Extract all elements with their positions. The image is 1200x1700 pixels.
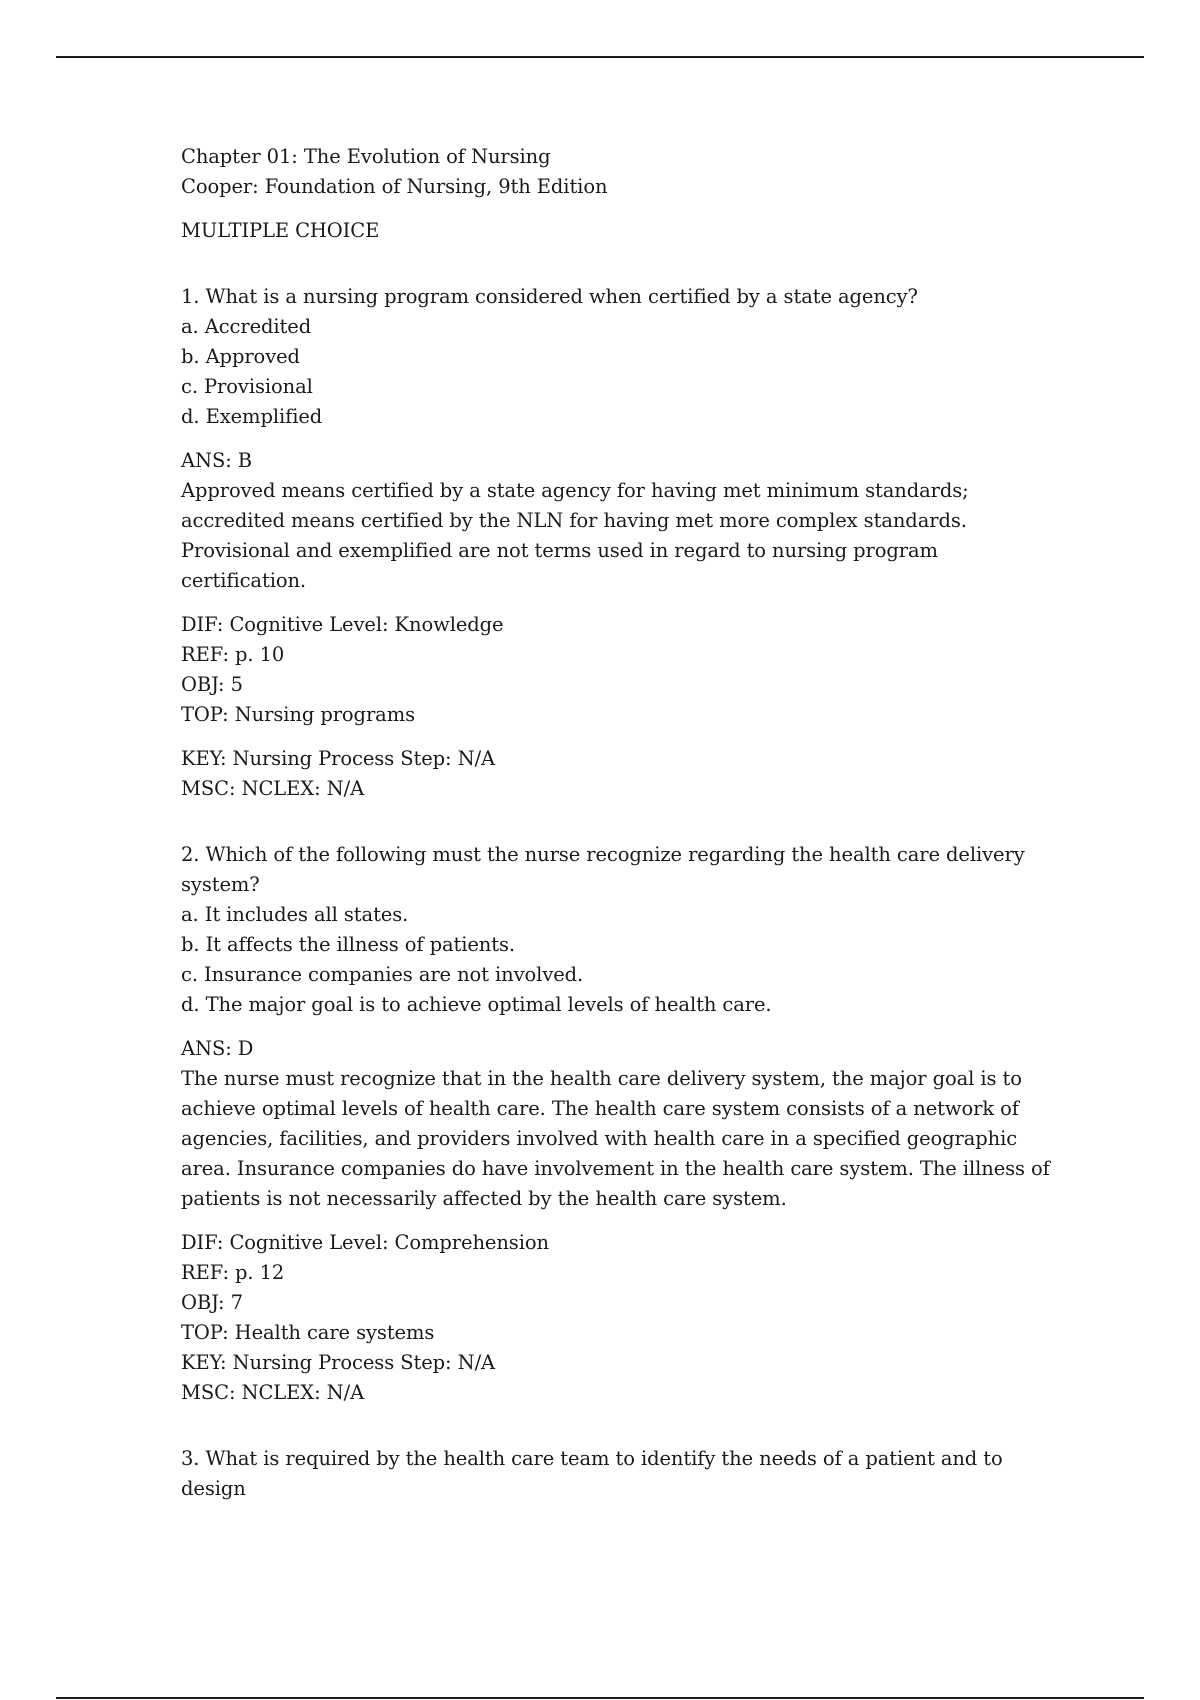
- meta-dif: DIF: Cognitive Level: Knowledge: [181, 613, 504, 636]
- top-rule: [56, 56, 1144, 58]
- answer-key: ANS: D: [181, 1037, 254, 1060]
- question-stem: 1. What is a nursing program considered when certified by a state agency?: [181, 285, 918, 308]
- meta-msc: MSC: NCLEX: N/A: [181, 1381, 365, 1404]
- answer-key: ANS: B: [181, 449, 253, 472]
- option-d: d. The major goal is to achieve optimal levels of health care.: [181, 993, 772, 1016]
- question-1: [181, 282, 1081, 804]
- option-a: a. It includes all states.: [181, 903, 409, 926]
- meta-top: TOP: Health care systems: [181, 1321, 435, 1344]
- question-2: [181, 840, 1081, 1408]
- meta-key: KEY: Nursing Process Step: N/A: [181, 1351, 496, 1374]
- meta-top: TOP: Nursing programs: [181, 703, 415, 726]
- meta-obj: OBJ: 7: [181, 1291, 243, 1314]
- bottom-rule: [56, 1697, 1144, 1699]
- rationale: Approved means certified by a state agency for having met minimum standards; accredited means certified by the NLN for having met more complex standards. Provisional and exemplified are not terms used in regard to nursing program certification.: [181, 479, 969, 592]
- meta-msc: MSC: NCLEX: N/A: [181, 777, 365, 800]
- chapter-title: Chapter 01: The Evolution of Nursing: [181, 145, 551, 168]
- option-b: b. Approved: [181, 345, 300, 368]
- rationale: The nurse must recognize that in the health care delivery system, the major goal is to achieve optimal levels of health care. The health care system consists of a network of agencies, facilities, and providers involved with health care in a specified geographic area. Insurance companies do have involvement in the health care system. The illness of patients is not necessarily affected by the health care system.: [181, 1067, 1050, 1210]
- book-title: Cooper: Foundation of Nursing, 9th Edition: [181, 175, 608, 198]
- meta-obj: OBJ: 5: [181, 673, 243, 696]
- question-stem: 3. What is required by the health care team to identify the needs of a patient and to design: [181, 1447, 1003, 1500]
- question-stem: 2. Which of the following must the nurse recognize regarding the health care delivery system?: [181, 843, 1025, 896]
- meta-ref: REF: p. 10: [181, 643, 285, 666]
- meta-dif: DIF: Cognitive Level: Comprehension: [181, 1231, 549, 1254]
- option-d: d. Exemplified: [181, 405, 323, 428]
- option-c: c. Insurance companies are not involved.: [181, 963, 584, 986]
- document-page: [181, 142, 1081, 1504]
- option-c: c. Provisional: [181, 375, 313, 398]
- question-3: [181, 1444, 1081, 1504]
- meta-ref: REF: p. 12: [181, 1261, 285, 1284]
- option-a: a. Accredited: [181, 315, 312, 338]
- section-heading: MULTIPLE CHOICE: [181, 219, 380, 242]
- meta-key: KEY: Nursing Process Step: N/A: [181, 747, 496, 770]
- option-b: b. It affects the illness of patients.: [181, 933, 516, 956]
